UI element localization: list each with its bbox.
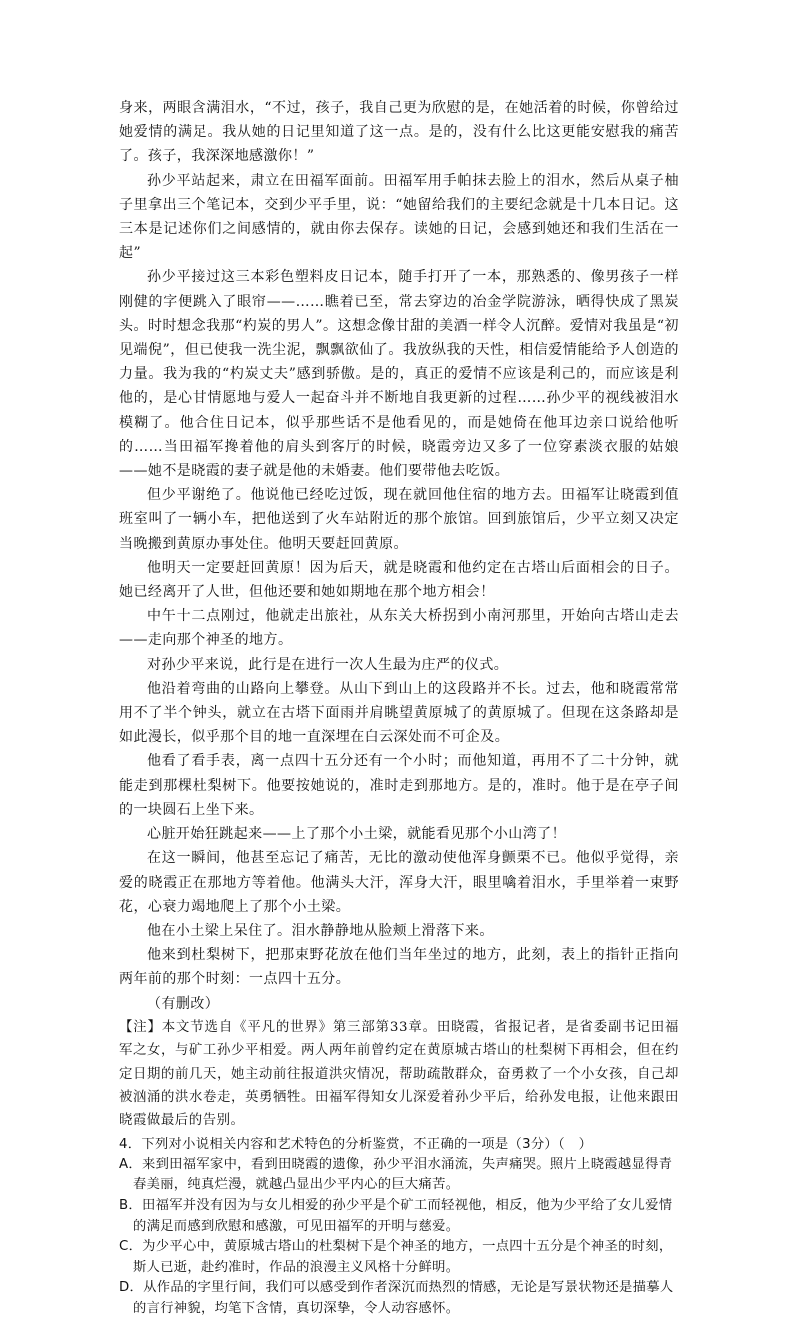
option-b[interactable]: B．田福军并没有因为与女儿相爱的孙少平是个矿工而轻视他，相反，他为少平给了女儿爱情的满足而感到欣慰和感激，可见田福军的开明与慈爱。 — [119, 1197, 673, 1234]
source-note: （有删改） — [147, 995, 220, 1012]
footnote-text: 本文节选自《平凡的世界》第三部第33章。田晓霞，省报记者，是省委副书记田福军之女，与矿工孙少平相爱。两人两年前曾约定在黄原城古塔山的杜梨树下再相会，但在约定日期的前几天，她主动前往报道洪灾情况，帮助疏散群众，奋勇救了一个小女孩，自己却被汹涌的洪水卷走，英勇牺牲。田福军得知女儿深爱着孙少平后，给孙发电报，让他来跟田晓霞做最后的告别。 — [119, 1019, 679, 1129]
footnote-label: 【注】 — [119, 1019, 162, 1035]
option-d[interactable]: D．从作品的字里行间，我们可以感受到作者深沉而热烈的情感，无论是写景状物还是描摹人的言行神貌，均笔下含情，真切深挚，令人动容感怀。 — [119, 1280, 674, 1316]
document-content — [119, 96, 679, 1320]
passage-paragraph: 他沿着弯曲的山路向上攀登。从山下到山上的这段路并不长。过去，他和晓霞常常用不了半个钟头，就立在古塔下面雨并肩眺望黄原城了的黄原城了。但现在这条路却是如此漫长，似乎那个目的地一直深埋在白云深处而不可企及。 — [119, 680, 679, 746]
passage-paragraph: 孙少平接过这三本彩色塑料皮日记本，随手打开了一本，那熟悉的、像男孩子一样刚健的字便跳入了眼帘——……瞧着已至，常去穿边的冶金学院游泳，晒得快成了黑炭头。时时想念我那“杓炭的男人”。这想念像甘甜的美酒一样令人沉醉。爱情对我虽是“初见端倪”，但已使我一洗尘泥，飘飘欲仙了。我放纵我的天性，相信爱情能给予人创造的力量。我为我的“杓炭丈夫”感到骄傲。是的，真正的爱情不应该是利己的，而应该是利他的，是心甘情愿地与爱人一起奋斗并不断地自我更新的过程……孙少平的视线被泪水模糊了。他合住日记本，似乎那些话不是他看见的，而是她倚在他耳边亲口说给他听的……当田福军搀着他的肩头到客厅的时候，晓霞旁边又多了一位穿素淡衣服的姑娘——她不是晓霞的妻子就是他的未婚妻。他们要带他去吃饭。 — [119, 269, 679, 480]
passage-paragraph: 他在小土梁上呆住了。泪水静静地从脸颊上滑落下来。 — [147, 922, 494, 939]
option-c[interactable]: C．为少平心中，黄原城古塔山的杜梨树下是个神圣的地方，一点四十五分是个神圣的时刻，斯人已逝，赴约准时，作品的浪漫主义风格十分鲜明。 — [119, 1239, 673, 1275]
passage-paragraph: 身来，两眼含满泪水，“不过，孩子，我自己更为欣慰的是，在她活着的时候，你曾给过她爱情的满足。我从她的日记里知道了这一点。是的，没有什么比这更能安慰我的痛苦了。孩子，我深深地感激你！” — [119, 100, 679, 165]
question — [119, 1134, 679, 1320]
passage-paragraph: 对孙少平来说，此行是在进行一次人生最为庄严的仪式。 — [147, 656, 509, 673]
passage-paragraph: 心脏开始狂跳起来——上了那个小土梁，就能看见那个小山湾了！ — [147, 826, 567, 843]
passage-paragraph: 他看了看手表，离一点四十五分还有一个小时；而他知道，再用不了二十分钟，就能走到那棵杜梨树下。他要按她说的，准时走到那地方。是的，准时。他于是在亭子间的一块圆石上坐下来。 — [119, 753, 679, 818]
passage-paragraph: 孙少平站起来，肃立在田福军面前。田福军用手帕抹去脸上的泪水，然后从桌子柚子里拿出三个笔记本，交到少平手里，说：“她留给我们的主要纪念就是十几本日记。这三本是记述你们之间感情的，就由你去保存。读她的日记，会感到她还和我们生活在一起” — [119, 172, 679, 262]
option-a[interactable]: A．来到田福军家中，看到田晓霞的遗像，孙少平泪水涌流，失声痛哭。照片上晓霞越显得青春美丽，纯真烂漫，就越凸显出少平内心的巨大痛苦。 — [119, 1156, 673, 1193]
footnote — [119, 1016, 679, 1133]
passage-paragraph: 但少平谢绝了。他说他已经吃过饭，现在就回他住宿的地方去。田福军让晓霞到值班室叫了一辆小车，把他送到了火车站附近的那个旅馆。回到旅馆后，少平立刻又决定当晚搬到黄原办事处住。他明天要赶回黄原。 — [119, 487, 679, 552]
passage-paragraph: 他明天一定要赶回黄原！因为后天，就是晓霞和他约定在古塔山后面相会的日子。她已经离开了人世，但他还要和她如期地在那个地方相会！ — [119, 559, 679, 601]
passage-paragraph: 中午十二点刚过，他就走出旅社，从东关大桥拐到小南河那里，开始向古塔山走去——走向那个神圣的地方。 — [119, 608, 679, 649]
passage-paragraph: 他来到杜梨树下，把那束野花放在他们当年坐过的地方，此刻，表上的指针正指向两年前的那个时刻：一点四十五分。 — [119, 947, 679, 988]
passage-paragraph: 在这一瞬间，他甚至忘记了痛苦，无比的激动使他浑身颤栗不已。他似乎觉得，亲爱的晓霞正在那地方等着他。他满头大汗，浑身大汗，眼里噙着泪水，手里举着一束野花，心衰力竭地爬上了那个小土梁。 — [119, 850, 679, 915]
passage — [119, 96, 679, 1016]
question-stem: 4．下列对小说相关内容和艺术特色的分析鉴赏，不正确的一项是（3分）（ ） — [119, 1136, 593, 1152]
